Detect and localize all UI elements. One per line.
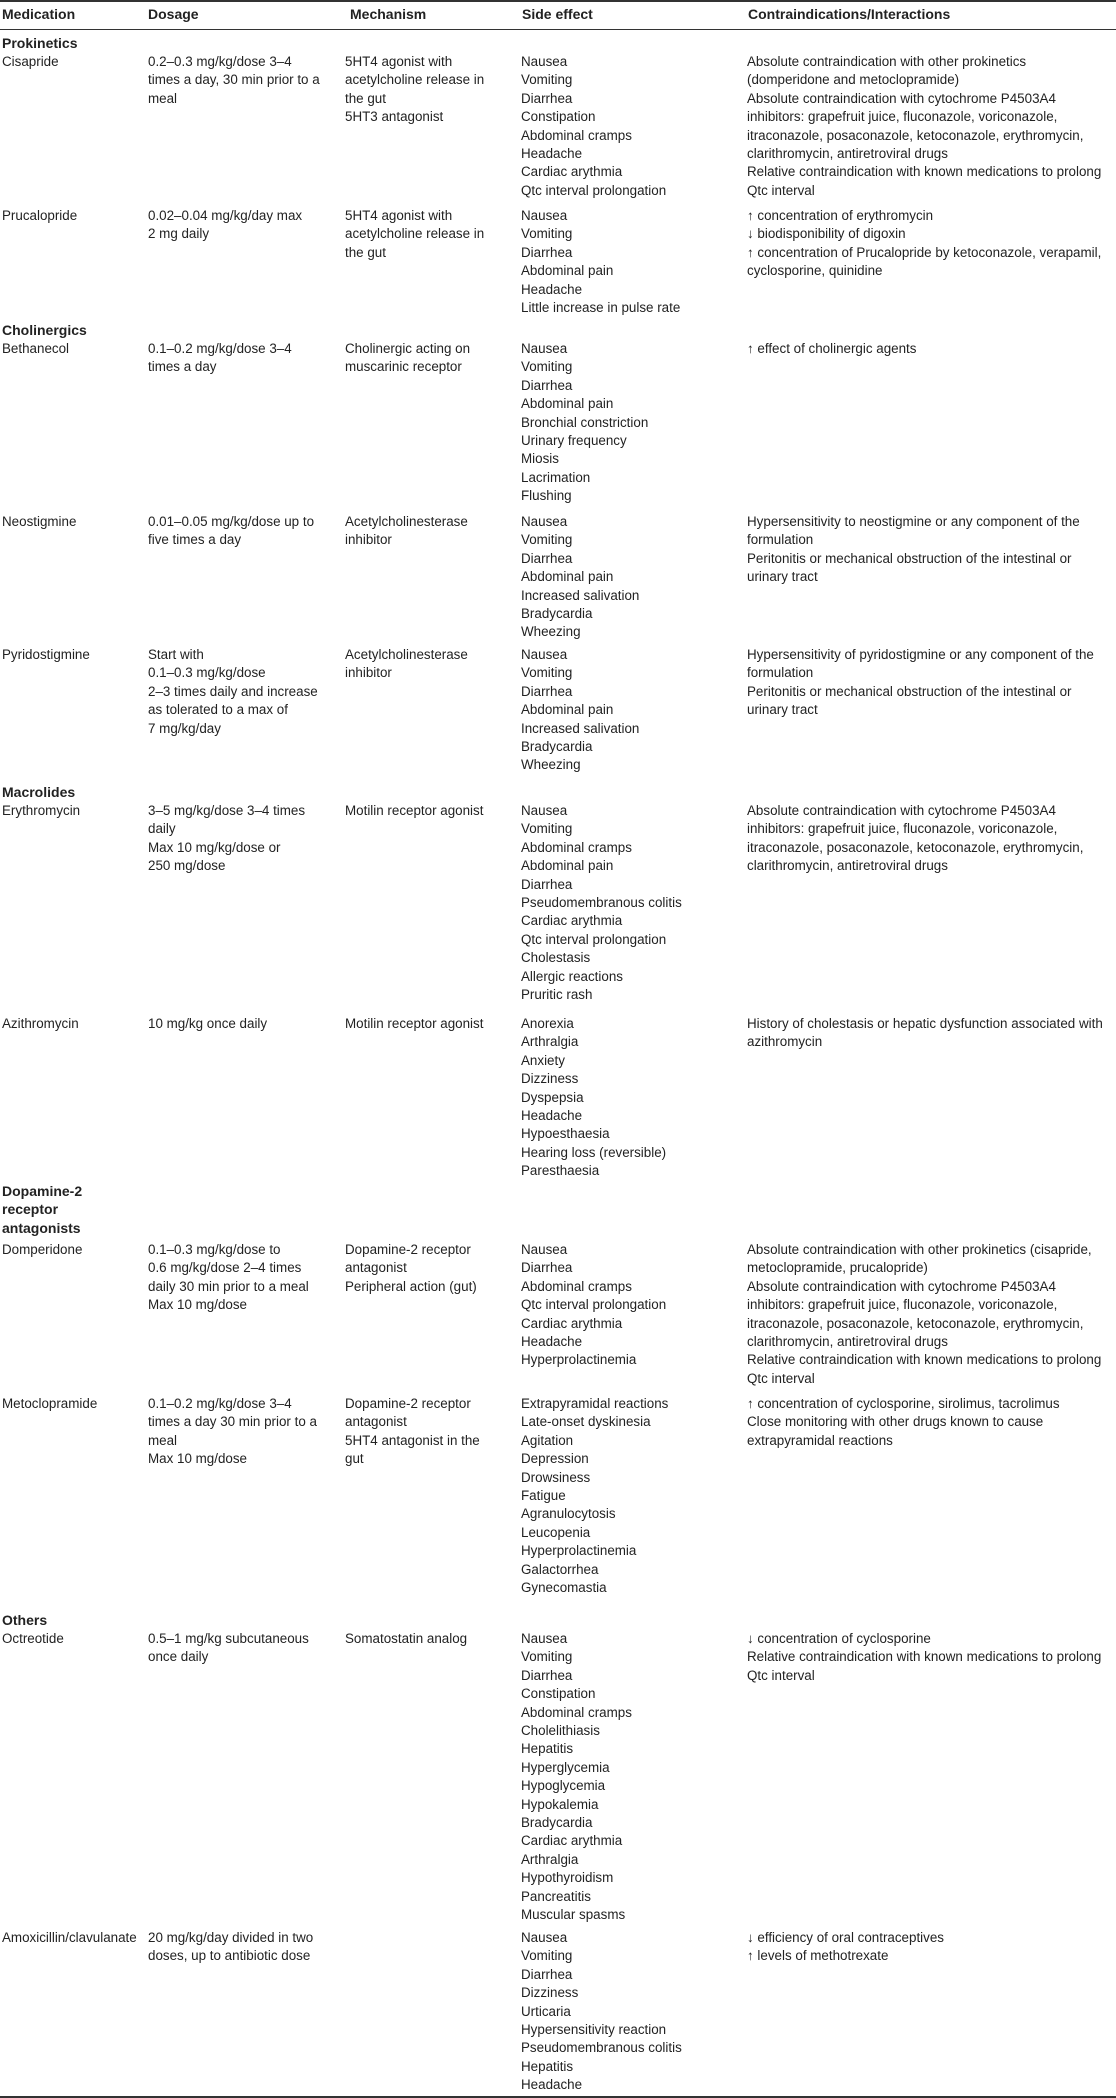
- side-effects-cell-line: Headache: [521, 1334, 583, 1350]
- side-effects-cell-line: Agitation: [521, 1432, 574, 1448]
- mechanism-cell-line: inhibitor: [345, 532, 392, 548]
- contraindications-cell-line: ↑ concentration of Prucalopride by ketoconazole, verapamil,: [747, 244, 1102, 260]
- side-effects-cell-line: Diarrhea: [521, 876, 573, 892]
- dosage-cell-line: five times a day: [148, 532, 242, 548]
- table-bottom-rule: [0, 2096, 1116, 2098]
- dosage-cell-line: 0.5–1 mg/kg subcutaneous: [148, 1631, 309, 1646]
- side-effects-cell-line: Diarrhea: [521, 1667, 573, 1683]
- contraindications-cell-line: azithromycin: [747, 1034, 823, 1050]
- contraindications-cell: [747, 513, 1080, 587]
- side-effects-cell-line: Diarrhea: [521, 244, 573, 260]
- dosage-cell-line: 20 mg/kg/day divided in two: [148, 1930, 314, 1945]
- medication-name: Bethanecol: [2, 341, 70, 356]
- dosage-cell-line: once daily: [148, 1649, 209, 1665]
- contraindications-cell-line: inhibitors: grapefruit juice, fluconazole, voriconazole,: [747, 109, 1058, 125]
- dosage-cell: [148, 802, 305, 876]
- mechanism-cell-line: the gut: [345, 244, 386, 260]
- dosage-cell-line: Max 10 mg/dose: [148, 1297, 247, 1313]
- side-effects-cell-line: Hyperprolactinemia: [521, 1543, 637, 1559]
- contraindications-cell-line: Hypersensitivity of pyridostigmine or any component of the: [747, 647, 1094, 662]
- contraindications-cell-line: Relative contraindication with known medications to prolong: [747, 164, 1102, 180]
- side-effects-cell-line: Galactorrhea: [521, 1561, 599, 1577]
- side-effects-cell-line: Abdominal pain: [521, 569, 614, 585]
- mechanism-cell-line: Motilin receptor agonist: [345, 1016, 484, 1031]
- side-effects-cell-line: Constipation: [521, 1686, 596, 1702]
- dosage-cell-line: as tolerated to a max of: [148, 702, 288, 718]
- medication-name: Pyridostigmine: [2, 647, 90, 662]
- side-effects-cell-line: Cardiac arythmia: [521, 913, 623, 929]
- medication-name: Erythromycin: [2, 803, 81, 818]
- side-effects-cell-line: Dyspepsia: [521, 1089, 584, 1105]
- side-effects-cell-line: Diarrhea: [521, 377, 573, 393]
- side-effects-cell-line: Miosis: [521, 451, 559, 467]
- contraindications-cell-line: Hypersensitivity to neostigmine or any component of the: [747, 514, 1080, 529]
- dosage-cell-line: Max 10 mg/dose: [148, 1451, 247, 1467]
- side-effects-cell-line: Arthralgia: [521, 1851, 579, 1867]
- side-effects-cell-line: Depression: [521, 1451, 589, 1467]
- medication-name: Amoxicillin/clavulanate: [2, 1930, 137, 1945]
- side-effects-cell-line: Anorexia: [521, 1016, 574, 1031]
- section-title: [2, 1182, 82, 1237]
- mechanism-cell-line: Dopamine-2 receptor: [345, 1396, 471, 1411]
- side-effects-cell-line: Bradycardia: [521, 739, 593, 755]
- mechanism-cell: [345, 340, 470, 377]
- side-effects-cell: [521, 646, 639, 775]
- side-effects-cell-line: Abdominal cramps: [521, 839, 632, 855]
- contraindications-cell-line: cyclosporine, quinidine: [747, 263, 883, 279]
- contraindications-cell-line: Relative contraindication with known medications to prolong: [747, 1649, 1102, 1665]
- dosage-cell-line: daily 30 min prior to a meal: [148, 1278, 309, 1294]
- dosage-cell-line: meal: [148, 1432, 178, 1448]
- contraindications-cell: [747, 1241, 1101, 1388]
- contraindications-cell-line: History of cholestasis or hepatic dysfunction associated with: [747, 1016, 1103, 1031]
- dosage-cell-line: times a day, 30 min prior to a: [148, 72, 320, 88]
- medication-name: Octreotide: [2, 1631, 64, 1646]
- contraindications-cell-line: ↑ concentration of erythromycin: [747, 208, 934, 223]
- contraindications-cell-line: Absolute contraindication with cytochrome P4503A4: [747, 803, 1056, 818]
- mechanism-cell-line: muscarinic receptor: [345, 359, 462, 375]
- medication-name: Cisapride: [2, 54, 59, 69]
- side-effects-cell-line: Abdominal cramps: [521, 1278, 632, 1294]
- dosage-cell-line: 0.1–0.3 mg/kg/dose: [148, 665, 266, 681]
- side-effects-cell-line: Cardiac arythmia: [521, 1315, 623, 1331]
- side-effects-cell-line: Muscular spasms: [521, 1907, 626, 1923]
- contraindications-cell-line: formulation: [747, 532, 814, 548]
- dosage-cell-line: 0.01–0.05 mg/kg/dose up to: [148, 514, 315, 529]
- side-effects-cell: [521, 340, 648, 506]
- side-effects-cell-line: Hypokalemia: [521, 1796, 599, 1812]
- contraindications-cell: [747, 53, 1101, 200]
- contraindications-cell-line: ↑ effect of cholinergic agents: [747, 341, 917, 356]
- mechanism-cell-line: inhibitor: [345, 665, 392, 681]
- side-effects-cell-line: Diarrhea: [521, 90, 573, 106]
- side-effects-cell-line: Qtc interval prolongation: [521, 182, 667, 198]
- side-effects-cell: [521, 207, 680, 317]
- side-effects-cell-line: Nausea: [521, 208, 568, 223]
- side-effects-cell-line: Hepatitis: [521, 2058, 574, 2074]
- contraindications-cell: [747, 1395, 1060, 1450]
- header-bottom-rule: [0, 29, 1116, 30]
- dosage-cell-line: 0.2–0.3 mg/kg/dose 3–4: [148, 54, 292, 69]
- side-effects-cell-line: Cardiac arythmia: [521, 164, 623, 180]
- medication-name: Domperidone: [2, 1242, 83, 1257]
- section-title-line: receptor: [2, 1201, 59, 1218]
- mechanism-cell-line: Dopamine-2 receptor: [345, 1242, 471, 1257]
- contraindications-cell-line: metoclopramide, prucalopride): [747, 1260, 928, 1276]
- medication-name: Azithromycin: [2, 1016, 79, 1031]
- medication-name: Prucalopride: [2, 208, 78, 223]
- mechanism-cell-line: Acetylcholinesterase: [345, 514, 468, 529]
- side-effects-cell-line: Nausea: [521, 1631, 568, 1646]
- contraindications-cell-line: itraconazole, posaconazole, ketoconazole, erythromycin,: [747, 839, 1084, 855]
- side-effects-cell-line: Diarrhea: [521, 683, 573, 699]
- side-effects-cell-line: Headache: [521, 2077, 583, 2093]
- contraindications-cell-line: Absolute contraindication with cytochrome P4503A4: [747, 90, 1056, 106]
- side-effects-cell: [521, 53, 666, 200]
- section-title: Others: [2, 1612, 48, 1628]
- dosage-cell: [148, 1630, 309, 1667]
- side-effects-cell-line: Constipation: [521, 109, 596, 125]
- section-title-line: antagonists: [2, 1219, 81, 1236]
- contraindications-cell: [747, 802, 1083, 876]
- side-effects-cell-line: Pseudomembranous colitis: [521, 895, 682, 911]
- contraindications-cell-line: clarithromycin, antiretroviral drugs: [747, 1334, 948, 1350]
- dosage-cell-line: 2–3 times daily and increase: [148, 683, 318, 699]
- mechanism-cell-line: Somatostatin analog: [345, 1631, 468, 1646]
- dosage-cell: [148, 1929, 313, 1966]
- contraindications-cell: [747, 1630, 1101, 1685]
- header-side-effect: Side effect: [522, 6, 593, 22]
- side-effects-cell-line: Hypoesthaesia: [521, 1126, 610, 1142]
- side-effects-cell-line: Fatigue: [521, 1488, 566, 1504]
- contraindications-cell-line: formulation: [747, 665, 814, 681]
- mechanism-cell-line: Motilin receptor agonist: [345, 803, 484, 818]
- side-effects-cell-line: Increased salivation: [521, 720, 640, 736]
- section-title: Cholinergics: [2, 322, 87, 338]
- side-effects-cell-line: Cardiac arythmia: [521, 1833, 623, 1849]
- dosage-cell: [148, 1241, 309, 1315]
- side-effects-cell-line: Flushing: [521, 488, 572, 504]
- side-effects-cell-line: Headache: [521, 1108, 583, 1124]
- dosage-cell-line: 10 mg/kg once daily: [148, 1016, 268, 1031]
- side-effects-cell-line: Bradycardia: [521, 606, 593, 622]
- mechanism-cell-line: gut: [345, 1451, 364, 1467]
- side-effects-cell-line: Little increase in pulse rate: [521, 300, 681, 316]
- contraindications-cell-line: ↓ biodisponibility of digoxin: [747, 226, 906, 242]
- header-mechanism: Mechanism: [350, 6, 427, 22]
- side-effects-cell-line: Paresthaesia: [521, 1163, 600, 1179]
- side-effects-cell-line: Anxiety: [521, 1052, 565, 1068]
- section-title-line: Dopamine-2: [2, 1183, 83, 1199]
- header-dosage: Dosage: [148, 6, 199, 22]
- side-effects-cell-line: Nausea: [521, 341, 568, 356]
- contraindications-cell: [747, 340, 916, 358]
- mechanism-cell-line: 5HT3 antagonist: [345, 109, 444, 125]
- mechanism-cell-line: acetylcholine release in: [345, 72, 485, 88]
- dosage-cell: [148, 646, 318, 738]
- side-effects-cell-line: Abdominal pain: [521, 858, 614, 874]
- side-effects-cell-line: Cholelithiasis: [521, 1723, 600, 1739]
- contraindications-cell: [747, 1015, 1103, 1052]
- contraindications-cell-line: ↑ levels of methotrexate: [747, 1948, 889, 1964]
- side-effects-cell-line: Abdominal cramps: [521, 127, 632, 143]
- side-effects-cell-line: Pseudomembranous colitis: [521, 2040, 682, 2056]
- side-effects-cell-line: Vomiting: [521, 359, 573, 375]
- contraindications-cell-line: ↓ concentration of cyclosporine: [747, 1631, 931, 1646]
- side-effects-cell-line: Headache: [521, 281, 583, 297]
- side-effects-cell-line: Urinary frequency: [521, 433, 627, 449]
- mechanism-cell: [345, 802, 483, 820]
- side-effects-cell-line: Dizziness: [521, 1985, 579, 2001]
- side-effects-cell-line: Hypoglycemia: [521, 1778, 606, 1794]
- contraindications-cell-line: ↑ concentration of cyclosporine, sirolimus, tacrolimus: [747, 1396, 1060, 1411]
- side-effects-cell-line: Nausea: [521, 54, 568, 69]
- side-effects-cell-line: Nausea: [521, 803, 568, 818]
- side-effects-cell-line: Abdominal pain: [521, 702, 614, 718]
- side-effects-cell: [521, 1015, 666, 1181]
- side-effects-cell-line: Late-onset dyskinesia: [521, 1414, 651, 1430]
- contraindications-cell-line: inhibitors: grapefruit juice, fluconazole, voriconazole,: [747, 1297, 1058, 1313]
- dosage-cell-line: Max 10 mg/kg/dose or: [148, 839, 281, 855]
- mechanism-cell-line: Peripheral action (gut): [345, 1278, 477, 1294]
- side-effects-cell-line: Vomiting: [521, 1649, 573, 1665]
- dosage-cell-line: Start with: [148, 647, 204, 662]
- dosage-cell-line: 7 mg/kg/day: [148, 720, 221, 736]
- mechanism-cell-line: the gut: [345, 90, 386, 106]
- dosage-cell-line: times a day 30 min prior to a: [148, 1414, 317, 1430]
- contraindications-cell: [747, 646, 1094, 720]
- dosage-cell-line: times a day: [148, 359, 217, 375]
- side-effects-cell-line: Increased salivation: [521, 587, 640, 603]
- mechanism-cell: [345, 646, 468, 683]
- contraindications-cell-line: Absolute contraindication with other prokinetics: [747, 54, 1027, 69]
- side-effects-cell-line: Diarrhea: [521, 1966, 573, 1982]
- mechanism-cell-line: antagonist: [345, 1414, 407, 1430]
- dosage-cell-line: 0.02–0.04 mg/kg/day max: [148, 208, 303, 223]
- medication-name: Metoclopramide: [2, 1396, 98, 1411]
- mechanism-cell: [345, 207, 484, 262]
- contraindications-cell-line: urinary tract: [747, 569, 818, 585]
- dosage-cell-line: 0.1–0.2 mg/kg/dose 3–4: [148, 341, 292, 356]
- mechanism-cell: [345, 1241, 477, 1296]
- side-effects-cell-line: Extrapyramidal reactions: [521, 1396, 669, 1411]
- side-effects-cell-line: Hearing loss (reversible): [521, 1144, 667, 1160]
- contraindications-cell: [747, 1929, 944, 1966]
- side-effects-cell-line: Hyperprolactinemia: [521, 1352, 637, 1368]
- medication-name: Neostigmine: [2, 514, 77, 529]
- dosage-cell-line: 0.1–0.2 mg/kg/dose 3–4: [148, 1396, 292, 1411]
- side-effects-cell-line: Qtc interval prolongation: [521, 931, 667, 947]
- side-effects-cell-line: Wheezing: [521, 757, 581, 773]
- contraindications-cell-line: extrapyramidal reactions: [747, 1432, 893, 1448]
- side-effects-cell-line: Hypersensitivity reaction: [521, 2022, 667, 2038]
- dosage-cell: [148, 1015, 267, 1033]
- contraindications-cell-line: itraconazole, posaconazole, ketoconazole, erythromycin,: [747, 1315, 1084, 1331]
- mechanism-cell-line: 5HT4 agonist with: [345, 54, 453, 69]
- contraindications-cell: [747, 207, 1101, 281]
- side-effects-cell-line: Bronchial constriction: [521, 414, 649, 430]
- mechanism-cell-line: Acetylcholinesterase: [345, 647, 468, 662]
- side-effects-cell-line: Hyperglycemia: [521, 1759, 610, 1775]
- contraindications-cell-line: clarithromycin, antiretroviral drugs: [747, 146, 948, 162]
- header-medication: Medication: [2, 6, 76, 22]
- dosage-cell-line: 0.6 mg/kg/dose 2–4 times: [148, 1260, 302, 1276]
- dosage-cell: [148, 513, 314, 550]
- side-effects-cell-line: Wheezing: [521, 624, 581, 640]
- side-effects-cell-line: Vomiting: [521, 226, 573, 242]
- side-effects-cell-line: Urticaria: [521, 2003, 571, 2019]
- contraindications-cell-line: urinary tract: [747, 702, 818, 718]
- dosage-cell-line: 2 mg daily: [148, 226, 210, 242]
- side-effects-cell: [521, 802, 682, 1004]
- side-effects-cell-line: Drowsiness: [521, 1469, 591, 1485]
- side-effects-cell-line: Dizziness: [521, 1071, 579, 1087]
- mechanism-cell-line: 5HT4 antagonist in the: [345, 1432, 480, 1448]
- table-top-rule: [0, 0, 1116, 2]
- side-effects-cell-line: Agranulocytosis: [521, 1506, 616, 1522]
- mechanism-cell: [345, 513, 468, 550]
- mechanism-cell-line: antagonist: [345, 1260, 407, 1276]
- dosage-cell-line: 250 mg/dose: [148, 858, 226, 874]
- side-effects-cell-line: Vomiting: [521, 72, 573, 88]
- dosage-cell-line: doses, up to antibiotic dose: [148, 1948, 311, 1964]
- side-effects-cell-line: Vomiting: [521, 665, 573, 681]
- side-effects-cell-line: Diarrhea: [521, 550, 573, 566]
- contraindications-cell-line: Relative contraindication with known medications to prolong: [747, 1352, 1102, 1368]
- side-effects-cell-line: Gynecomastia: [521, 1580, 607, 1596]
- side-effects-cell-line: Vomiting: [521, 532, 573, 548]
- dosage-cell-line: 3–5 mg/kg/dose 3–4 times: [148, 803, 306, 818]
- mechanism-cell-line: Cholinergic acting on: [345, 341, 471, 356]
- side-effects-cell-line: Qtc interval prolongation: [521, 1297, 667, 1313]
- contraindications-cell-line: inhibitors: grapefruit juice, fluconazole, voriconazole,: [747, 821, 1058, 837]
- contraindications-cell-line: Peritonitis or mechanical obstruction of the intestinal or: [747, 683, 1072, 699]
- side-effects-cell-line: Hypothyroidism: [521, 1870, 614, 1886]
- dosage-cell: [148, 340, 292, 377]
- side-effects-cell: [521, 1395, 668, 1597]
- mechanism-cell-line: 5HT4 agonist with: [345, 208, 453, 223]
- side-effects-cell-line: Nausea: [521, 1930, 568, 1945]
- mechanism-cell-line: acetylcholine release in: [345, 226, 485, 242]
- contraindications-cell-line: itraconazole, posaconazole, ketoconazole, erythromycin,: [747, 127, 1084, 143]
- side-effects-cell-line: Hepatitis: [521, 1741, 574, 1757]
- contraindications-cell-line: Absolute contraindication with other prokinetics (cisapride,: [747, 1242, 1092, 1257]
- mechanism-cell: [345, 1015, 483, 1033]
- mechanism-cell: [345, 1630, 467, 1648]
- header-contraindications: Contraindications/Interactions: [748, 6, 951, 22]
- dosage-cell: [148, 1395, 317, 1469]
- side-effects-cell-line: Pruritic rash: [521, 987, 593, 1003]
- side-effects-cell: [521, 1241, 666, 1370]
- dosage-cell-line: daily: [148, 821, 176, 837]
- side-effects-cell-line: Bradycardia: [521, 1815, 593, 1831]
- contraindications-cell-line: Qtc interval: [747, 1667, 815, 1683]
- section-title: Prokinetics: [2, 35, 78, 51]
- side-effects-cell-line: Cholestasis: [521, 950, 591, 966]
- dosage-cell-line: 0.1–0.3 mg/kg/dose to: [148, 1242, 281, 1257]
- side-effects-cell-line: Lacrimation: [521, 469, 591, 485]
- side-effects-cell-line: Vomiting: [521, 821, 573, 837]
- contraindications-cell-line: (domperidone and metoclopramide): [747, 72, 960, 88]
- dosage-cell: [148, 53, 320, 108]
- contraindications-cell-line: Qtc interval: [747, 1370, 815, 1386]
- side-effects-cell-line: Headache: [521, 146, 583, 162]
- side-effects-cell-line: Nausea: [521, 1242, 568, 1257]
- side-effects-cell-line: Pancreatitis: [521, 1888, 591, 1904]
- side-effects-cell-line: Allergic reactions: [521, 968, 623, 984]
- contraindications-cell-line: Close monitoring with other drugs known to cause: [747, 1414, 1044, 1430]
- side-effects-cell: [521, 1630, 632, 1925]
- side-effects-cell-line: Vomiting: [521, 1948, 573, 1964]
- side-effects-cell-line: Arthralgia: [521, 1034, 579, 1050]
- contraindications-cell-line: Qtc interval: [747, 182, 815, 198]
- section-title: Macrolides: [2, 784, 76, 800]
- contraindications-cell-line: Absolute contraindication with cytochrome P4503A4: [747, 1278, 1056, 1294]
- side-effects-cell-line: Nausea: [521, 647, 568, 662]
- side-effects-cell-line: Leucopenia: [521, 1524, 591, 1540]
- side-effects-cell-line: Abdominal pain: [521, 263, 614, 279]
- dosage-cell-line: meal: [148, 90, 178, 106]
- contraindications-cell-line: ↓ efficiency of oral contraceptives: [747, 1930, 944, 1945]
- dosage-cell: [148, 207, 302, 244]
- side-effects-cell: [521, 513, 639, 642]
- contraindications-cell-line: Peritonitis or mechanical obstruction of the intestinal or: [747, 550, 1072, 566]
- side-effects-cell-line: Abdominal pain: [521, 396, 614, 412]
- contraindications-cell-line: clarithromycin, antiretroviral drugs: [747, 858, 948, 874]
- mechanism-cell: [345, 53, 484, 127]
- side-effects-cell: [521, 1929, 682, 2095]
- side-effects-cell-line: Nausea: [521, 514, 568, 529]
- side-effects-cell-line: Abdominal cramps: [521, 1704, 632, 1720]
- side-effects-cell-line: Diarrhea: [521, 1260, 573, 1276]
- mechanism-cell: [345, 1395, 480, 1469]
